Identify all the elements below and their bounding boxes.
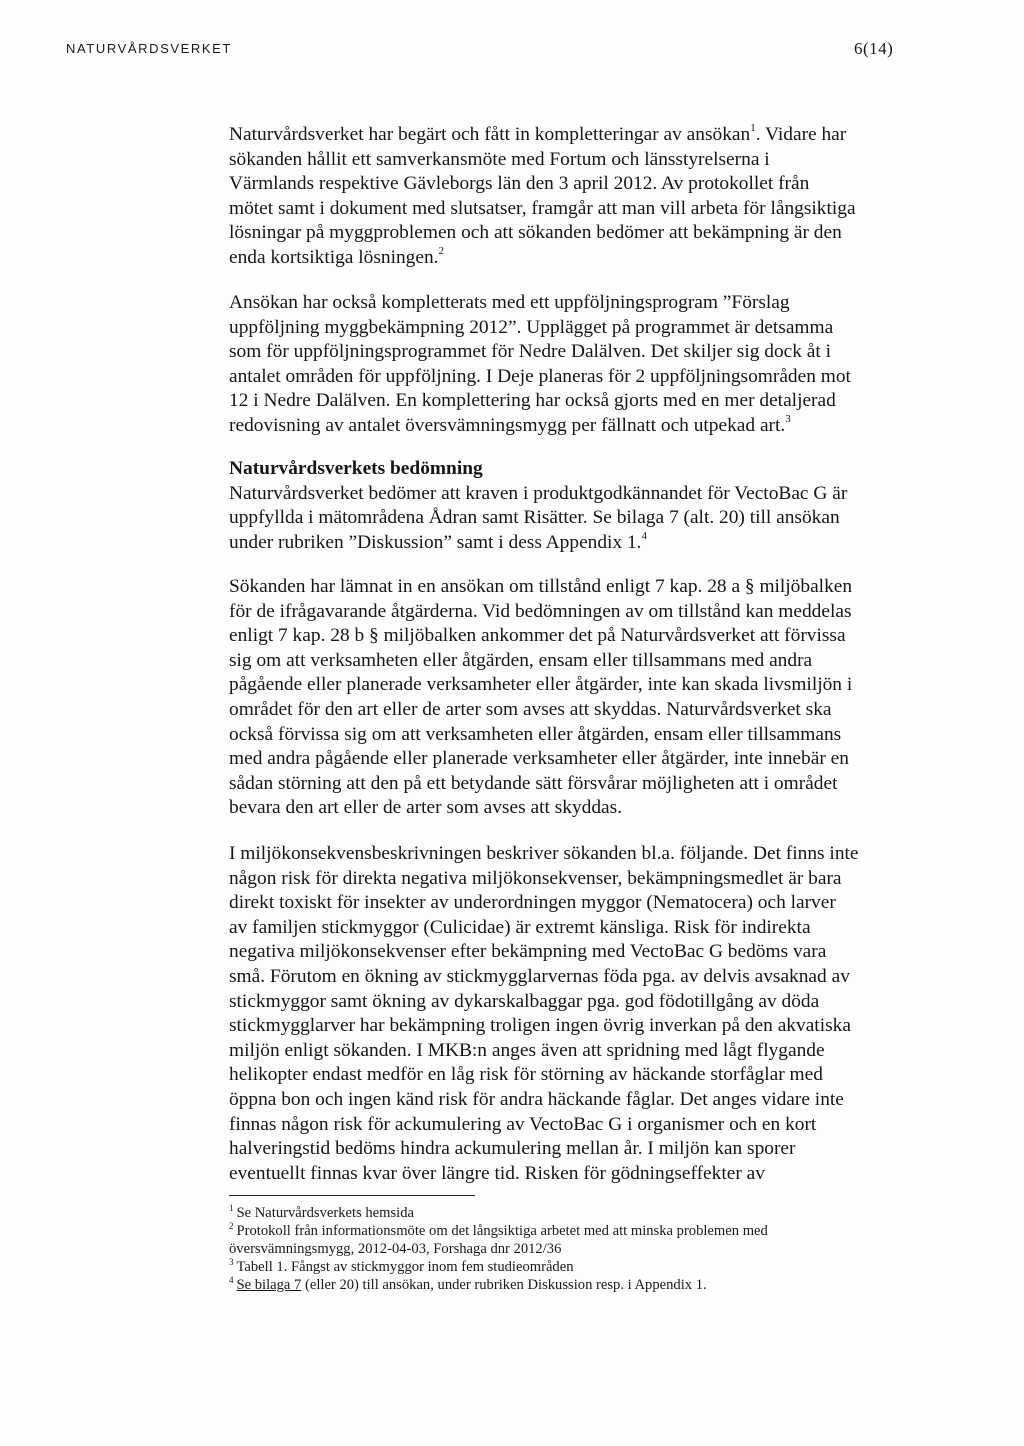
paragraph-line: som för uppföljningsprogrammet för Nedre Dalälven. Det skiljer sig dock åt i <box>229 341 832 363</box>
paragraph-line: sökanden hållit ett samverkansmöte med Fortum och länsstyrelserna i <box>229 148 770 170</box>
paragraph-line: finnas någon risk för ackumulering av VectoBac G i organismer och en kort <box>229 1113 817 1135</box>
section-heading: Naturvårdsverkets bedömning <box>229 458 483 479</box>
paragraph-line: uppfyllda i mätområdena Ådran samt Risätter. Se bilaga 7 (alt. 20) till ansökan <box>229 507 840 529</box>
paragraph-line: lösningar på myggproblemen och att sökanden bedömer att bekämpning är den <box>229 222 842 244</box>
paragraph-line: enda kortsiktiga lösningen.$^2$ <box>229 244 444 268</box>
paragraph-line: Ansökan har också kompletterats med ett uppföljningsprogram ”Förslag <box>229 292 790 313</box>
footnote-1: $^1$ Se Naturvårdsverkets hemsida <box>229 1203 415 1221</box>
footnote-2: $^2$ Protokoll från informationsmöte om det långsiktiga arbetet med att minska problemen med <box>229 1221 768 1239</box>
paragraph-line: redovisning av antalet översvämningsmygg per fällnatt och utpekad art.$^3$ <box>229 412 791 436</box>
paragraph-line: av familjen stickmyggor (Culicidae) är extremt känsliga. Risk för indirekta <box>229 916 811 938</box>
footnote-ref-3: 3 <box>785 412 791 425</box>
paragraph-line: helikopter endast medför en låg risk för störning av häckande storfåglar med <box>229 1064 823 1086</box>
paragraph-line: också förvissa sig om att verksamheten eller åtgärden, ensam eller tillsammans <box>229 723 842 745</box>
paragraph-line: öppna bon och ingen känd risk för andra häckande fåglar. Det anges vidare inte <box>229 1088 844 1110</box>
paragraph-line: halveringstid bedöms hindra ackumulering mellan år. I miljön kan sporer <box>229 1138 796 1160</box>
paragraph-line: under rubriken ”Diskussion” samt i dess Appendix 1.$^4$ <box>229 529 648 553</box>
footnote-4: $^4$ Se bilaga 7 (eller 20) till ansökan, under rubriken Diskussion resp. i Appendix 1. <box>229 1275 707 1293</box>
paragraph-line: sig om att verksamheten eller åtgärden, ensam eller tillsammans med andra <box>229 649 813 671</box>
footnote-ref-1: 1 <box>750 122 756 134</box>
paragraph-line: för de ifrågavarande åtgärderna. Vid bedömningen av om tillstånd kan meddelas <box>229 600 852 622</box>
section-assessment <box>229 457 909 555</box>
paragraph-line: 12 i Nedre Dalälven. En komplettering har också gjorts med en mer detaljerad <box>229 390 836 412</box>
paragraph-line: miljön enligt sökanden. I MKB:n anges även att spridning med lågt flygande <box>229 1039 825 1061</box>
paragraph-line: Värmlands respektive Gävleborgs län den 3 april 2012. Av protokollet från <box>229 173 810 195</box>
footnote-ref-4: 4 <box>641 529 648 542</box>
footnote-ref-2: 2 <box>438 244 444 257</box>
paragraph-line: någon risk för direkta negativa miljökonsekvenser, bekämpningsmedlet är bara <box>229 867 842 889</box>
paragraph-line: bevara den art eller de arter som avses att skyddas. <box>229 797 623 819</box>
paragraph-line: mötet samt i dokument med slutsatser, framgår att man vill arbeta för långsiktiga <box>229 197 856 219</box>
paragraph-line: med andra pågående eller planerade verksamheter eller åtgärder, inte innebär en <box>229 748 849 770</box>
paragraph-line: stickmygglarver har bekämpning troligen ingen övrig inverkan på den akvatiska <box>229 1015 851 1037</box>
paragraph-1 <box>229 123 909 271</box>
paragraph-5 <box>229 842 909 1186</box>
paragraph-2 <box>229 291 909 439</box>
paragraph-line: sådan störning att den på ett betydande sätt försvårar möjligheten att i området <box>229 772 838 794</box>
page-number: 6(14) <box>854 39 894 58</box>
paragraph-line: området för den art eller de arter som avses att skyddas. Naturvårdsverket ska <box>229 698 832 720</box>
paragraph-line: uppföljning myggbekämpning 2012”. Upplägget på programmet är detsamma <box>229 316 834 338</box>
paragraph-line: I miljökonsekvensbeskrivningen beskriver sökanden bl.a. följande. Det finns inte <box>229 843 859 864</box>
paragraph-line: pågående eller planerade verksamheter eller åtgärder, inte kan skada livsmiljön i <box>229 674 853 696</box>
paragraph-4 <box>229 575 909 821</box>
footnote-2-continued: översvämningsmygg, 2012-04-03, Forshaga dnr 2012/36 <box>229 1241 562 1257</box>
paragraph-line: små. Förutom en ökning av stickmygglarvernas föda pga. av delvis avsaknad av <box>229 965 850 987</box>
paragraph-line: antalet områden för uppföljning. I Deje planeras för 2 uppföljningsområden mot <box>229 365 851 387</box>
footnotes <box>229 1204 768 1294</box>
paragraph-line: Naturvårdsverket har begärt och fått in kompletteringar av ansökan$^1$. Vidare har <box>229 122 847 145</box>
paragraph-line: negativa miljökonsekvenser efter bekämpning med VectoBac G bedöms vara <box>229 941 827 963</box>
paragraph-line: Sökanden har lämnat in en ansökan om tillstånd enligt 7 kap. 28 a § miljöbalken <box>229 576 853 597</box>
footnote-3: $^3$ Tabell 1. Fångst av stickmyggor inom fem studieområden <box>229 1257 574 1275</box>
paragraph-line: Naturvårdsverket bedömer att kraven i produktgodkännandet för VectoBac G är <box>229 482 848 504</box>
appendix-reference-link: Se bilaga 7 <box>236 1277 302 1293</box>
organization-header: NATURVÅRDSVERKET <box>66 41 232 56</box>
footnote-divider <box>229 1195 475 1196</box>
paragraph-line: direkt toxiskt för insekter av underordningen myggor (Nematocera) och larver <box>229 892 836 914</box>
paragraph-line: enligt 7 kap. 28 b § miljöbalken ankommer det på Naturvårdsverket att förvissa <box>229 625 846 647</box>
paragraph-line: eventuellt finnas kvar över längre tid. Risken för gödningseffekter av <box>229 1162 765 1184</box>
paragraph-line: stickmyggor samt ökning av dykarskalbaggar pga. god födotillgång av döda <box>229 990 820 1012</box>
